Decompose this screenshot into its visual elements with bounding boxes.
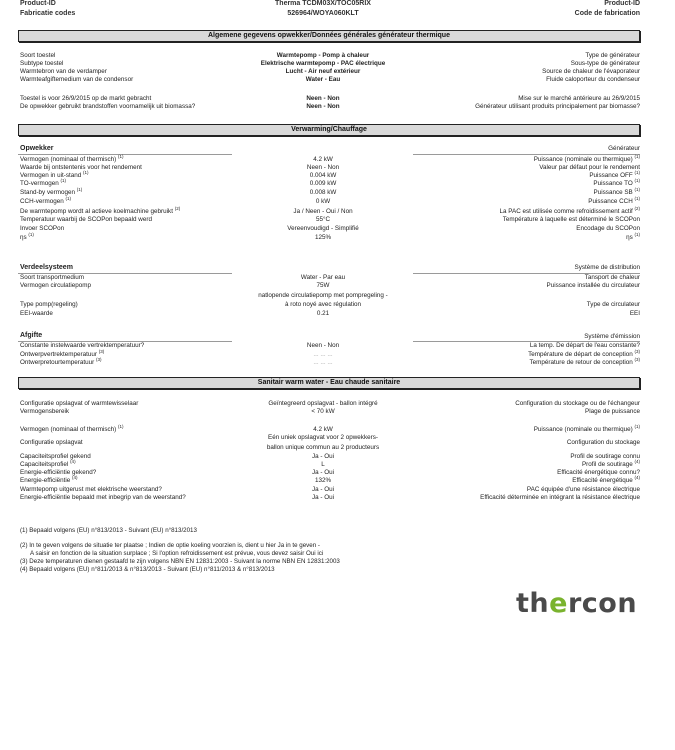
general-row-value: Neen - Non (306, 103, 340, 110)
heating-row-label-fr: Puissance SB $^{(1)}$ (593, 187, 640, 196)
dhw-row-label-fr: Profil de soutirage $^{(4)}$ (581, 459, 640, 468)
dhw-row-value: Ja - Oui (311, 494, 335, 501)
dhw-row-label-nl: Warmtepomp uitgerust met elektrische weerstand? (20, 486, 162, 493)
general-row-label-fr: Type de générateur (585, 52, 640, 59)
heating-row-value: Neen - Non (306, 164, 340, 171)
product-id-value: Therma TCDM03X/TOC05RIX (275, 0, 371, 7)
emission-row-label-nl: Ontwerpretourtemperatuur $^{(3)}$ (20, 357, 102, 366)
distribution-row-label-fr: EEI (629, 310, 640, 317)
general-row-value: Neen - Non (306, 95, 340, 102)
distribution-row-label-fr: Tansport de chaleur (584, 274, 640, 281)
dhw-row-label-nl: Energie-efficiëntie gekend? (20, 469, 97, 476)
distribution-row-value: à roto noyé avec régulation (285, 301, 361, 308)
dhw-row-value: < 70 kW (311, 408, 335, 415)
general-row-value: Lucht - Air neuf extérieur (285, 68, 361, 75)
distribution-row-label-nl: Type pomp(regeling) (20, 301, 78, 308)
heating-row-label-nl: De warmtepomp wordt al actieve koelmachine gebruikt $^{(2)}$ (20, 206, 181, 215)
distribution-row-value: 0.21 (316, 310, 330, 317)
dhw-row-label-fr: Plage de puissance (585, 408, 640, 415)
product-id-label-nl: Product-ID (20, 0, 56, 7)
general-row-value: Elektrische warmtepomp - PAC électrique (260, 60, 386, 67)
section-title-heating: Verwarming/Chauffage (291, 126, 367, 133)
general-row-value: Warmtepomp - Pomp à chaleur (276, 52, 370, 59)
emission-row-label-nl: Constante instelwaarde vertrektemperatuur? (20, 342, 145, 349)
dhw-row-label-fr: Profil de soutirage connu (570, 453, 640, 460)
general-row-label-fr: Sous-type de générateur (570, 60, 640, 67)
section-bar-general (18, 30, 640, 42)
divider-line (413, 154, 640, 155)
dhw-row-value: Ja - Oui (311, 486, 335, 493)
heating-row-value: 0.004 kW (309, 172, 337, 179)
heating-row-label-nl: Waarde bij ontstentenis voor het rendement (20, 164, 142, 171)
dhw-row-value: Eén uniek opslagvat voor 2 opwekkers- (268, 434, 378, 441)
subsection-heading-emission-fr: Système d'émission (584, 333, 640, 340)
dhw-row-value: Ja - Oui (311, 469, 335, 476)
emission-row-value: Neen - Non (306, 342, 340, 349)
general-row-label-fr: Générateur utilisant produits principalement par biomasse? (475, 103, 640, 110)
footnote-4: (4) Bepaald volgens (EU) n°811/2013 & n°813/2013 - Suivant (EU) n°811/2013 & n°813/2013 (20, 566, 275, 573)
emission-row-value: ... ... ... (313, 359, 333, 366)
fab-codes-label-nl: Fabricatie codes (20, 10, 76, 17)
general-row-label-nl: Subtype toestel (20, 60, 64, 67)
divider-line (18, 154, 232, 155)
heating-row-label-nl: Temperatuur waarbij de SCOPon bepaald werd (20, 216, 152, 223)
subsection-heading-distribution-nl: Verdeelsysteem (20, 264, 73, 271)
dhw-row-value-line2: ballon unique commun au 2 producteurs (266, 444, 380, 451)
dhw-row-label-fr: Configuration du stockage (566, 439, 640, 446)
section-bar-dhw (18, 377, 640, 389)
footnote-3: (3) Deze temperaturen dienen gestaafd te zijn volgens NBN EN 12831:2003 - Suivant la norme NBN EN 12831:2003 (20, 558, 340, 565)
dhw-row-label-nl: Capaciteitsprofiel gekend (20, 453, 91, 460)
heating-row-value: 0.008 kW (309, 189, 337, 196)
fab-codes-label-fr: Code de fabrication (574, 10, 640, 17)
dhw-row-label-nl: Energie-efficiëntie bepaald met inbegrip van de weerstand? (20, 494, 186, 501)
general-row-label-nl: Warmtebron van de verdamper (20, 68, 107, 75)
emission-row-label-fr: Température de départ de conception $^{(3)}$ (528, 349, 640, 358)
heating-row-label-nl: Stand-by vermogen $^{(1)}$ (20, 187, 83, 196)
dhw-row-label-nl: Vermogen (nominaal of thermisch) $^{(1)}$ (20, 424, 124, 433)
subsection-heading-generator-nl: Opwekker (20, 145, 54, 152)
heating-row-label-nl: Vermogen (nominaal of thermisch) $^{(1)}$ (20, 154, 124, 163)
product-id-label-fr: Product-ID (604, 0, 640, 7)
heating-row-value: 0 kW (315, 198, 331, 205)
general-row-label-nl: Soort toestel (20, 52, 56, 59)
dhw-row-label-nl: Configuratie opslagvat of warmtewisselaar (20, 400, 139, 407)
heating-row-value: 55°C (315, 216, 331, 223)
distribution-row-value: natlopende circulatiepomp met pompregeling - (258, 292, 388, 299)
dhw-row-label-nl: Capaciteitsprofiel $^{(4)}$ (20, 459, 76, 468)
dhw-row-label-fr: Efficacité énergétique $^{(4)}$ (572, 475, 640, 484)
heating-row-label-nl: Vermogen in uit-stand $^{(1)}$ (20, 170, 89, 179)
heating-row-label-fr: ηs $^{(1)}$ (626, 232, 640, 241)
emission-row-label-nl: Ontwerpvertrektemperatuur $^{(3)}$ (20, 349, 105, 358)
emission-row-label-fr: Température de retour de conception $^{(3)}$ (529, 357, 640, 366)
heating-row-value: 4.2 kW (313, 156, 333, 163)
dhw-row-label-fr: Configuration du stockage ou de l'échangeur (515, 400, 640, 407)
dhw-row-label-nl: Energie-efficiëntie $^{(4)}$ (20, 475, 78, 484)
heating-row-label-fr: La PAC est utilisée comme refroidissement actif $^{(2)}$ (499, 206, 640, 215)
heating-row-value: 0.009 kW (309, 180, 337, 187)
heating-row-value: 125% (314, 234, 332, 241)
heating-row-value: Ja / Neen - Oui / Non (293, 208, 353, 215)
heating-row-label-nl: Invoer SCOPon (20, 225, 65, 232)
general-row-label-fr: Fluide caloporteur du condenseur (546, 76, 640, 83)
dhw-row-label-nl: Configuratie opslagvat (20, 439, 83, 446)
heating-row-label-fr: Puissance OFF $^{(1)}$ (589, 170, 640, 179)
distribution-row-label-fr: Puissance installée du circulateur (546, 282, 640, 289)
subsection-heading-generator-fr: Générateur (608, 145, 640, 152)
general-row-value: Water - Eau (305, 76, 341, 83)
dhw-row-value: Geïntegreerd opslagvat - ballon intégré (268, 400, 378, 407)
thercon-logo: thercon (516, 588, 638, 619)
heating-row-value: Vereenvoudigd - Simplifié (287, 225, 359, 232)
heating-row-label-fr: Valeur par défaut pour le rendement (539, 164, 640, 171)
dhw-row-value: 132% (314, 477, 332, 484)
section-bar-heating (18, 124, 640, 136)
fab-codes-value: 526964/WOYA060KLT (287, 10, 359, 17)
dhw-row-label-fr: Efficacité énergétique connu? (557, 469, 640, 476)
subsection-heading-distribution-fr: Système de distribution (574, 264, 640, 271)
dhw-row-value: L (321, 461, 325, 468)
heating-row-label-fr: Puissance TO $^{(1)}$ (593, 178, 640, 187)
footnote-2: (2) In te geven volgens de situatie ter plaatse ; Indien de optie koeling voorzien is, dient u hier Ja in te geven - (20, 542, 320, 549)
general-row-label-nl: Toestel is voor 26/9/2015 op de markt gebracht (20, 95, 152, 102)
dhw-row-label-fr: PAC équipée d'une résistance électrique (526, 486, 640, 493)
heating-row-label-nl: ηs $^{(1)}$ (20, 232, 34, 241)
dhw-row-label-fr: Puissance (nominale ou thermique) $^{(1)}$ (533, 424, 640, 433)
section-title-general: Algemene gegevens opwekker/Données générales générateur thermique (208, 32, 450, 39)
general-row-label-nl: De opwekker gebruikt brandstoffen voornamelijk uit biomassa? (20, 103, 196, 110)
general-row-label-fr: Source de chaleur de l'évaporateur (542, 68, 640, 75)
distribution-row-label-nl: Soort transportmedium (20, 274, 85, 281)
heating-row-label-fr: Puissance (nominale ou thermique) $^{(1)}$ (533, 154, 640, 163)
distribution-row-value: 75W (316, 282, 330, 289)
general-row-label-nl: Warmteafgiftemedium van de condensor (20, 76, 134, 83)
dhw-row-value: Ja - Oui (311, 453, 335, 460)
dhw-row-label-nl: Vermogensbereik (20, 408, 70, 415)
dhw-row-label-fr: Efficacité déterminée en intégrant la résistance électrique (480, 494, 640, 501)
heating-row-label-nl: TO-vermogen $^{(1)}$ (20, 178, 66, 187)
section-title-dhw: Sanitair warm water - Eau chaude sanitaire (257, 379, 401, 386)
distribution-row-label-nl: EEI-waarde (20, 310, 53, 317)
emission-row-label-fr: La temp. De départ de l'eau constante? (529, 342, 640, 349)
footnote-2-continued: A saisir en fonction de la situation surplace ; Si l'option refroidissement est prévue, vous devez saisir Oui ici (30, 550, 324, 557)
dhw-row-value: 4.2 kW (313, 426, 333, 433)
general-row-label-fr: Mise sur le marché antérieure au 26/9/2015 (518, 95, 640, 102)
heating-row-label-nl: CCH-vermogen $^{(1)}$ (20, 196, 71, 205)
heating-row-label-fr: Puissance CCH $^{(1)}$ (588, 196, 640, 205)
heating-row-label-fr: Température à laquelle est déterminé le SCOPon (502, 216, 640, 223)
emission-row-value: ... ... ... (313, 351, 333, 358)
subsection-heading-emission-nl: Afgifte (20, 332, 43, 339)
distribution-row-label-nl: Vermogen circulatiepomp (20, 282, 92, 289)
footnote-1: (1) Bepaald volgens (EU) n°813/2013 - Suivant (EU) n°813/2013 (20, 527, 197, 534)
distribution-row-value: Water - Par eau (300, 274, 346, 281)
distribution-row-label-fr: Type de circulateur (586, 301, 640, 308)
heating-row-label-fr: Encodage du SCOPon (576, 225, 640, 232)
